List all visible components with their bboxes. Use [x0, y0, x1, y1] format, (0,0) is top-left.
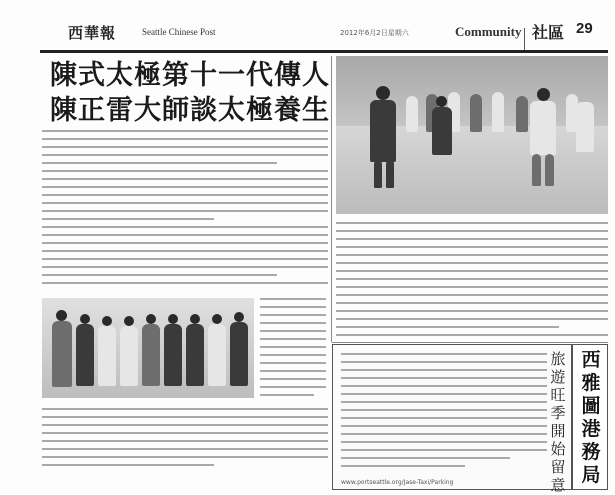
photo-head — [376, 86, 390, 100]
notice-title: 西雅圖港務局 — [581, 349, 601, 486]
masthead-divider — [524, 28, 525, 50]
photo-person — [432, 107, 452, 155]
date-line: 2012年6月2日星期六 — [340, 29, 409, 37]
article-text-bottom-left — [42, 408, 328, 472]
photo-leg — [545, 154, 554, 186]
article-text-beside-photo — [260, 298, 326, 402]
photo-person — [530, 101, 556, 155]
photo-head — [102, 316, 112, 326]
photo-person — [406, 96, 418, 132]
section-cn: 社區 — [532, 23, 565, 42]
notice-url: www.portseattle.org/Jase-Taxi/Parking — [341, 479, 454, 486]
photo-person — [230, 322, 248, 386]
headline — [50, 58, 328, 128]
photo-head — [80, 314, 90, 324]
photo-person — [186, 324, 204, 386]
port-authority-notice — [332, 344, 572, 490]
photo-person — [52, 321, 72, 387]
photo-leg — [374, 160, 382, 188]
master-figure — [370, 100, 396, 162]
photo-leg — [386, 160, 394, 188]
photo-person — [492, 92, 504, 132]
paper-name-cn: 西華報 — [68, 24, 117, 42]
photo-head — [146, 314, 156, 324]
headline-line-2: 陳正雷大師談太極養生 — [50, 95, 330, 126]
photo-head — [234, 312, 244, 322]
paper-name-en: Seattle Chinese Post — [142, 27, 216, 37]
photo-person — [142, 324, 160, 386]
photo-person — [576, 102, 594, 152]
group-photo — [42, 298, 254, 398]
headline-line-1: 陳式太極第十一代傳人 — [50, 60, 330, 91]
masthead-rule — [40, 50, 608, 53]
photo-person — [208, 324, 226, 386]
photo-person — [516, 96, 528, 132]
column-rule — [331, 56, 332, 342]
taichi-class-photo — [336, 56, 608, 214]
photo-person — [164, 324, 182, 386]
section-en: Community — [455, 24, 522, 39]
photo-head — [56, 310, 67, 321]
article-text-right — [336, 222, 608, 342]
photo-person — [470, 94, 482, 132]
photo-person — [120, 326, 138, 386]
notice-subtitle: 旅遊旺季開始留意 — [550, 350, 566, 494]
photo-head — [168, 314, 178, 324]
photo-leg — [532, 154, 541, 186]
photo-head — [124, 316, 134, 326]
photo-head — [212, 314, 222, 324]
notice-title-box — [572, 344, 608, 490]
photo-person — [98, 326, 116, 386]
article-text-left — [42, 130, 328, 290]
photo-head — [537, 88, 550, 101]
notice-text — [341, 353, 547, 473]
page-number: 29 — [576, 20, 593, 37]
masthead — [40, 8, 608, 50]
photo-head — [190, 314, 200, 324]
section-rule — [332, 342, 608, 343]
photo-head — [436, 96, 447, 107]
photo-person — [76, 324, 94, 386]
